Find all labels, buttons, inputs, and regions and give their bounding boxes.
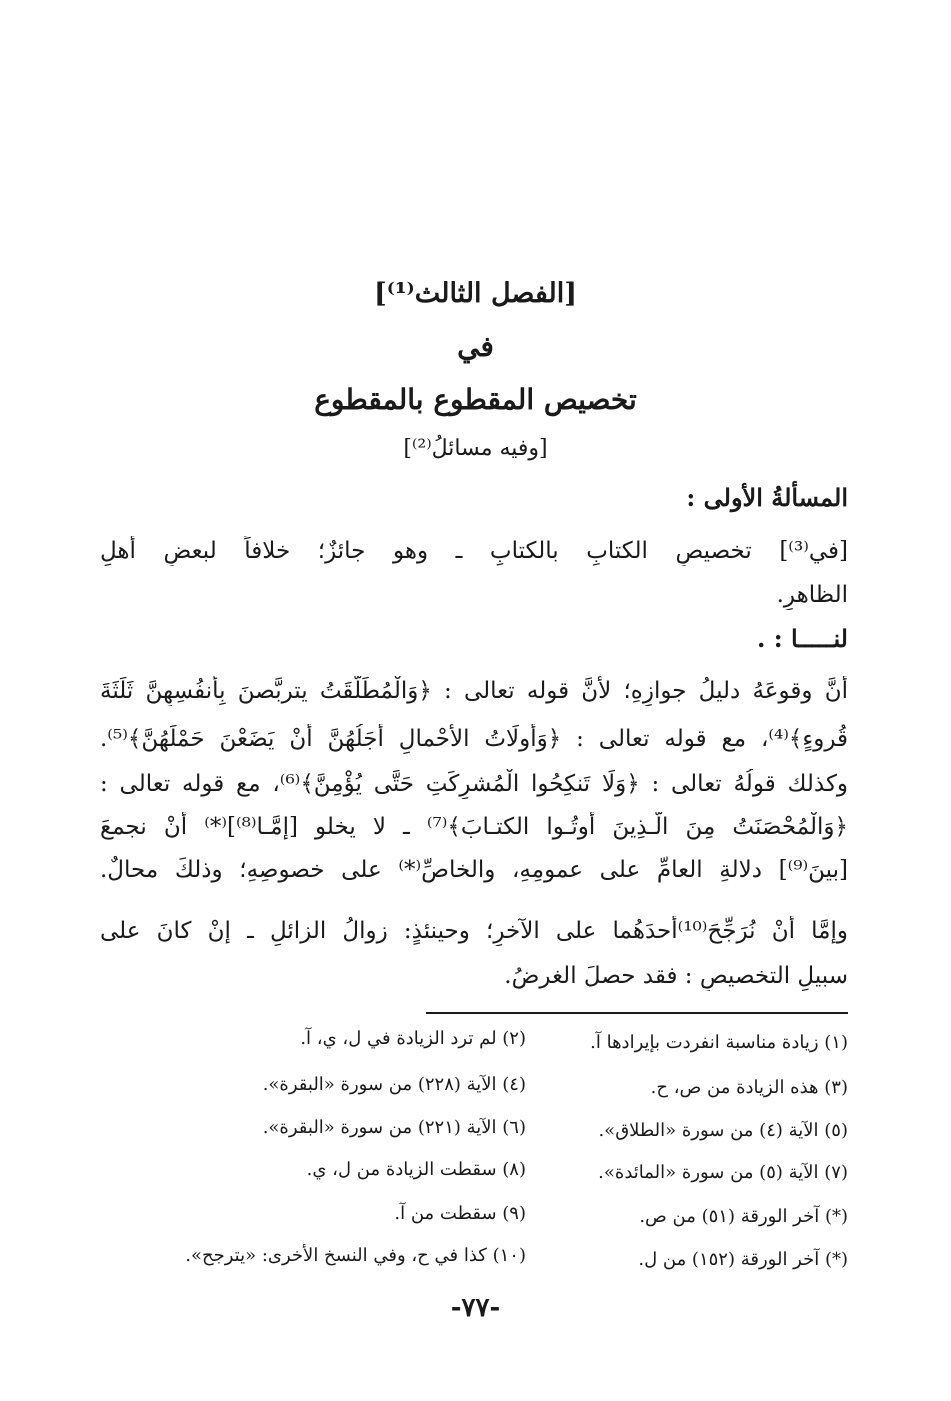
issue-heading: المسألةُ الأولى : [686, 483, 848, 512]
footnote: (*) آخر الورقة (١٥٢) من ل. [638, 1249, 848, 1270]
footnote: (١) زيادة مناسبة انفردت بإيرادها آ. [590, 1032, 848, 1053]
paragraph-line: سبيلِ التخصيصِ : فقد حصلَ الغرضُ. [504, 963, 848, 989]
chapter-issues-note: [وفيه مسائلُ⁽²⁾] [403, 436, 548, 461]
paragraph-line: قُروءٍ﴾⁽⁴⁾، مع قوله تعالى : ﴿وَأُولَاتُ الأَحْمالِ أَجَلُهُنَّ أنْ يَضَعْنَ حَمْلَهُنَّ﴾⁽⁵⁾. [100, 726, 848, 752]
paragraph-line: أنَّ وقوعَهُ دليلُ جوازِهِ؛ لأنَّ قوله تعالى : ﴿وَالْمُطَلَّقَتُ يتربَّصنَ بِأنفُسِهِنَّ ثَلَثَةَ [100, 678, 848, 704]
paragraph-line: [بينَ⁽⁹⁾] دلالةِ العامِّ على عمومِهِ، والخاصِّ⁽*⁾ على خصوصِهِ؛ وذلكَ محالٌ. [100, 857, 848, 883]
footnote: (٢) لم ترد الزيادة في ل، ي، آ. [300, 1028, 526, 1049]
footnote: (٩) سقطت من آ. [394, 1203, 526, 1224]
footnote: (٤) الآية (٢٢٨) من سورة «البقرة». [262, 1074, 526, 1095]
paragraph-line: الظاهرِ. [776, 582, 848, 608]
chapter-title: [الفصل الثالث⁽¹⁾] [374, 278, 577, 309]
footnote: (٣) هذه الزيادة من ص، ح. [650, 1077, 848, 1098]
footnote: (٧) الآية (٥) من سورة «المائدة». [598, 1162, 848, 1183]
page-number: -٧٧- [450, 1293, 501, 1323]
footnote: (٥) الآية (٤) من سورة «الطلاق». [598, 1120, 848, 1141]
chapter-subject: تخصيص المقطوع بالمقطوع [314, 383, 637, 416]
paragraph-line: وكذلك قولُهُ تعالى : ﴿وَلَا تَنكِحُوا الْمُشرِكَتِ حَتَّى يُؤْمِنَّ﴾⁽⁶⁾، مع قوله تعالى : [100, 771, 848, 797]
paragraph-line: [في⁽³⁾] تخصيصِ الكتابِ بالكتابِ ـ وهو جائزٌ؛ خلافاً لبعضِ أهلِ [100, 538, 848, 564]
footnote: (*) آخر الورقة (٥١) من ص. [639, 1206, 848, 1227]
lana-heading: لنـــــا : . [757, 624, 848, 653]
paragraph-line: وإمَّا أنْ نُرَجِّحَ⁽¹⁰⁾أحدَهُما على الآخرِ؛ وحينئذٍ: زوالُ الزائلِ ـ إنْ كانَ على [100, 918, 848, 944]
footnote: (٦) الآية (٢٢١) من سورة «البقرة». [262, 1117, 526, 1138]
footnote-separator [426, 1012, 848, 1014]
footnote: (٨) سقطت الزيادة من ل، ي. [306, 1159, 526, 1180]
chapter-preposition: في [457, 330, 494, 363]
paragraph-line: ﴿وَالْمُحْصَنَتُ مِنَ الَّـذِينَ أُوتُـوا الكتـابَ﴾⁽⁷⁾ ـ لا يخلو [إمَّـا⁽⁸⁾]⁽*⁾ أنْ نجمعَ [100, 814, 848, 840]
footnote: (١٠) كذا في ح، وفي النسخ الأخرى: «يترجح». [185, 1245, 526, 1266]
